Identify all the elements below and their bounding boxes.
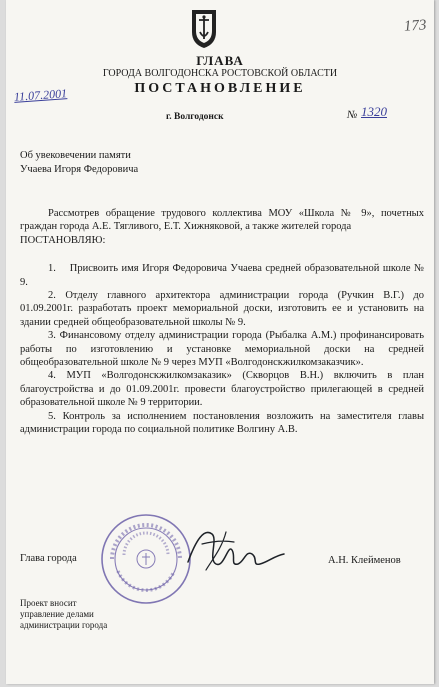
document-number: 1320 [361,104,387,119]
header-title: ГЛАВА [196,53,244,68]
document-type: ПОСТАНОВЛЕНИЕ [134,81,306,96]
document-page [6,0,434,684]
signature-position: Глава города [20,553,77,564]
document-number-label: № [347,109,358,121]
body-item-5: 5. Контроль за исполнением постановления возложить на заместителя главы администрации города по социальной политике Волгину А.В. [20,410,424,436]
footer-line-3: администрации города [20,620,108,630]
body-item-3: 3. Финансовому отделу администрации города (Рыбалка А.М.) профинансировать работы по изготовлению и установке мемориальной доски на средней общеобразовательной школе № 9 через МУП «Волгодонскжилкомзаказчик». [20,330,424,369]
footer-line-1: Проект вносит [20,598,77,608]
corner-page-number: 173 [403,17,427,35]
document-body [20,207,424,437]
handwritten-signature [182,520,290,578]
document-footer [20,598,107,631]
header-subtitle: ГОРОДА ВОЛГОДОНСКА РОСТОВСКОЙ ОБЛАСТИ [102,68,338,79]
body-intro: Рассмотрев обращение трудового коллектива МОУ «Школа № 9», почетных граждан города А.Е. Тягливого, Е.Т. Хижняковой, а также жителей города [20,208,424,233]
body-resolve: ПОСТАНОВЛЯЮ: [20,234,106,246]
document-city: г. Волгодонск [166,112,224,122]
footer-line-2: управление делами [20,609,94,619]
signatory-name: А.Н. Клейменов [328,555,401,566]
body-item-2: 2. Отделу главного архитектора администрации города (Ручкин В.Г.) до 01.09.2001г. разработать проект мемориальной доски, изготовить ее и установить на здании средней общеобразовательной школы № 9. [20,290,424,328]
coat-of-arms-emblem [189,6,219,50]
body-item-4: 4. МУП «Волгодонскжилкомзаказик» (Скворцов В.Н.) включить в план благоустройства и до 01.09.2001г. провести благоустройство прилегающей в средней образовательной школе № 9 территории. [20,370,424,409]
body-item-1: 1. Присвоить имя Игоря Федоровича Учаева средней образовательной школе № 9. [20,263,424,288]
official-stamp-seal [98,511,194,607]
document-date: 11.07.2001 [13,86,68,104]
subject-line-2: Учаева Игоря Федоровича [20,164,139,175]
document-subject [20,149,138,177]
subject-line-1: Об увековечении памяти [20,150,131,161]
